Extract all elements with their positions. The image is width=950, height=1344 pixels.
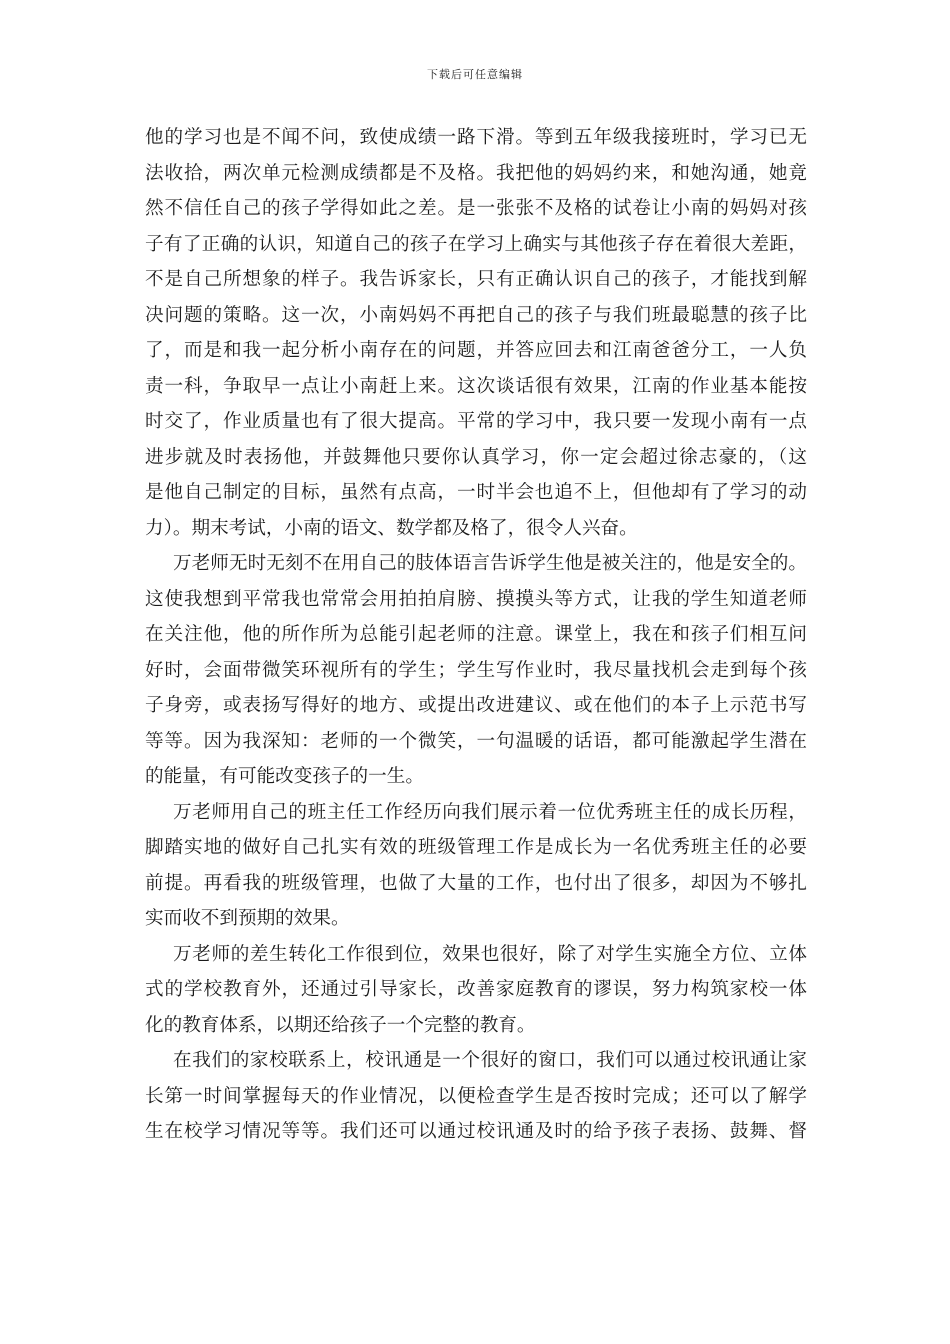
text-line: 的能量，有可能改变孩子的一生。	[145, 766, 424, 787]
text-line: 决问题的策略。这一次，小南妈妈不再把自己的孩子与我们班最聪慧的孩子比	[145, 304, 807, 326]
text-line: 长第一时间掌握每天的作业情况，以便检查学生是否按时完成；还可以了解学	[145, 1085, 807, 1107]
page-header-note: 下载后可任意编辑	[427, 68, 523, 81]
text-line: 了，而是和我一起分析小南存在的问题，并答应回去和江南爸爸分工，一人负	[145, 340, 807, 361]
text-line: 在关注他，他的所作所为总能引起老师的注意。课堂上，我在和孩子们相互问	[145, 624, 807, 645]
text-line: 力）。期末考试，小南的语文、数学都及格了，很令人兴奋。	[145, 517, 638, 539]
text-line: 式的学校教育外，还通过引导家长，改善家庭教育的谬误，努力构筑家校一体	[145, 979, 807, 1000]
text-line: 在我们的家校联系上，校讯通是一个很好的窗口，我们可以通过校讯通让家	[173, 1050, 807, 1071]
document-body	[145, 120, 807, 1150]
text-line: 实而收不到预期的效果。	[145, 908, 350, 929]
text-line: 子身旁，或表扬写得好的地方、或提出改进建议、或在他们的本子上示范书写	[145, 695, 807, 716]
text-line: 脚踏实地的做好自己扎实有效的班级管理工作是成长为一名优秀班主任的必要	[145, 837, 807, 858]
text-line: 万老师用自己的班主任工作经历向我们展示着一位优秀班主任的成长历程，	[173, 801, 807, 823]
paragraph	[145, 120, 807, 546]
text-line: 前提。再看我的班级管理，也做了大量的工作，也付出了很多，却因为不够扎	[145, 872, 807, 894]
text-line: 是他自己制定的目标，虽然有点高，一时半会也追不上，但他却有了学习的动	[145, 482, 807, 503]
text-line: 进步就及时表扬他，并鼓舞他只要你认真学习，你一定会超过徐志豪的，（这	[145, 446, 807, 468]
text-line: 然不信任自己的孩子学得如此之差。是一张张不及格的试卷让小南的妈妈对孩	[145, 198, 807, 219]
text-line: 化的教育体系，以期还给孩子一个完整的教育。	[145, 1014, 536, 1036]
paragraph	[145, 795, 807, 937]
text-line: 好时，会面带微笑环视所有的学生；学生写作业时，我尽量找机会走到每个孩	[145, 659, 807, 681]
text-line: 生在校学习情况等等。我们还可以通过校讯通及时的给予孩子表扬、鼓舞、督	[145, 1121, 807, 1142]
text-line: 万老师的差生转化工作很到位，效果也很好，除了对学生实施全方位、立体	[173, 943, 807, 965]
text-line: 不是自己所想象的样子。我告诉家长，只有正确认识自己的孩子，才能找到解	[145, 269, 807, 290]
paragraph	[145, 937, 807, 1044]
text-line: 万老师无时无刻不在用自己的肢体语言告诉学生他是被关注的，他是安全的。	[173, 553, 807, 574]
text-line: 等等。因为我深知：老师的一个微笑，一句温暖的话语，都可能激起学生潜在	[145, 730, 807, 752]
text-line: 这使我想到平常我也常常会用拍拍肩膀、摸摸头等方式，让我的学生知道老师	[145, 588, 807, 610]
text-line: 责一科，争取早一点让小南赶上来。这次谈话很有效果，江南的作业基本能按	[145, 375, 807, 397]
text-line: 子有了正确的认识，知道自己的孩子在学习上确实与其他孩子存在着很大差距，	[145, 233, 807, 255]
text-line: 他的学习也是不闻不问，致使成绩一路下滑。等到五年级我接班时，学习已无	[145, 127, 807, 148]
text-line: 时交了，作业质量也有了很大提高。平常的学习中，我只要一发现小南有一点	[145, 411, 807, 432]
paragraph	[145, 546, 807, 795]
text-line: 法收拾，两次单元检测成绩都是不及格。我把他的妈妈约来，和她沟通，她竟	[145, 162, 807, 184]
paragraph	[145, 1043, 807, 1150]
